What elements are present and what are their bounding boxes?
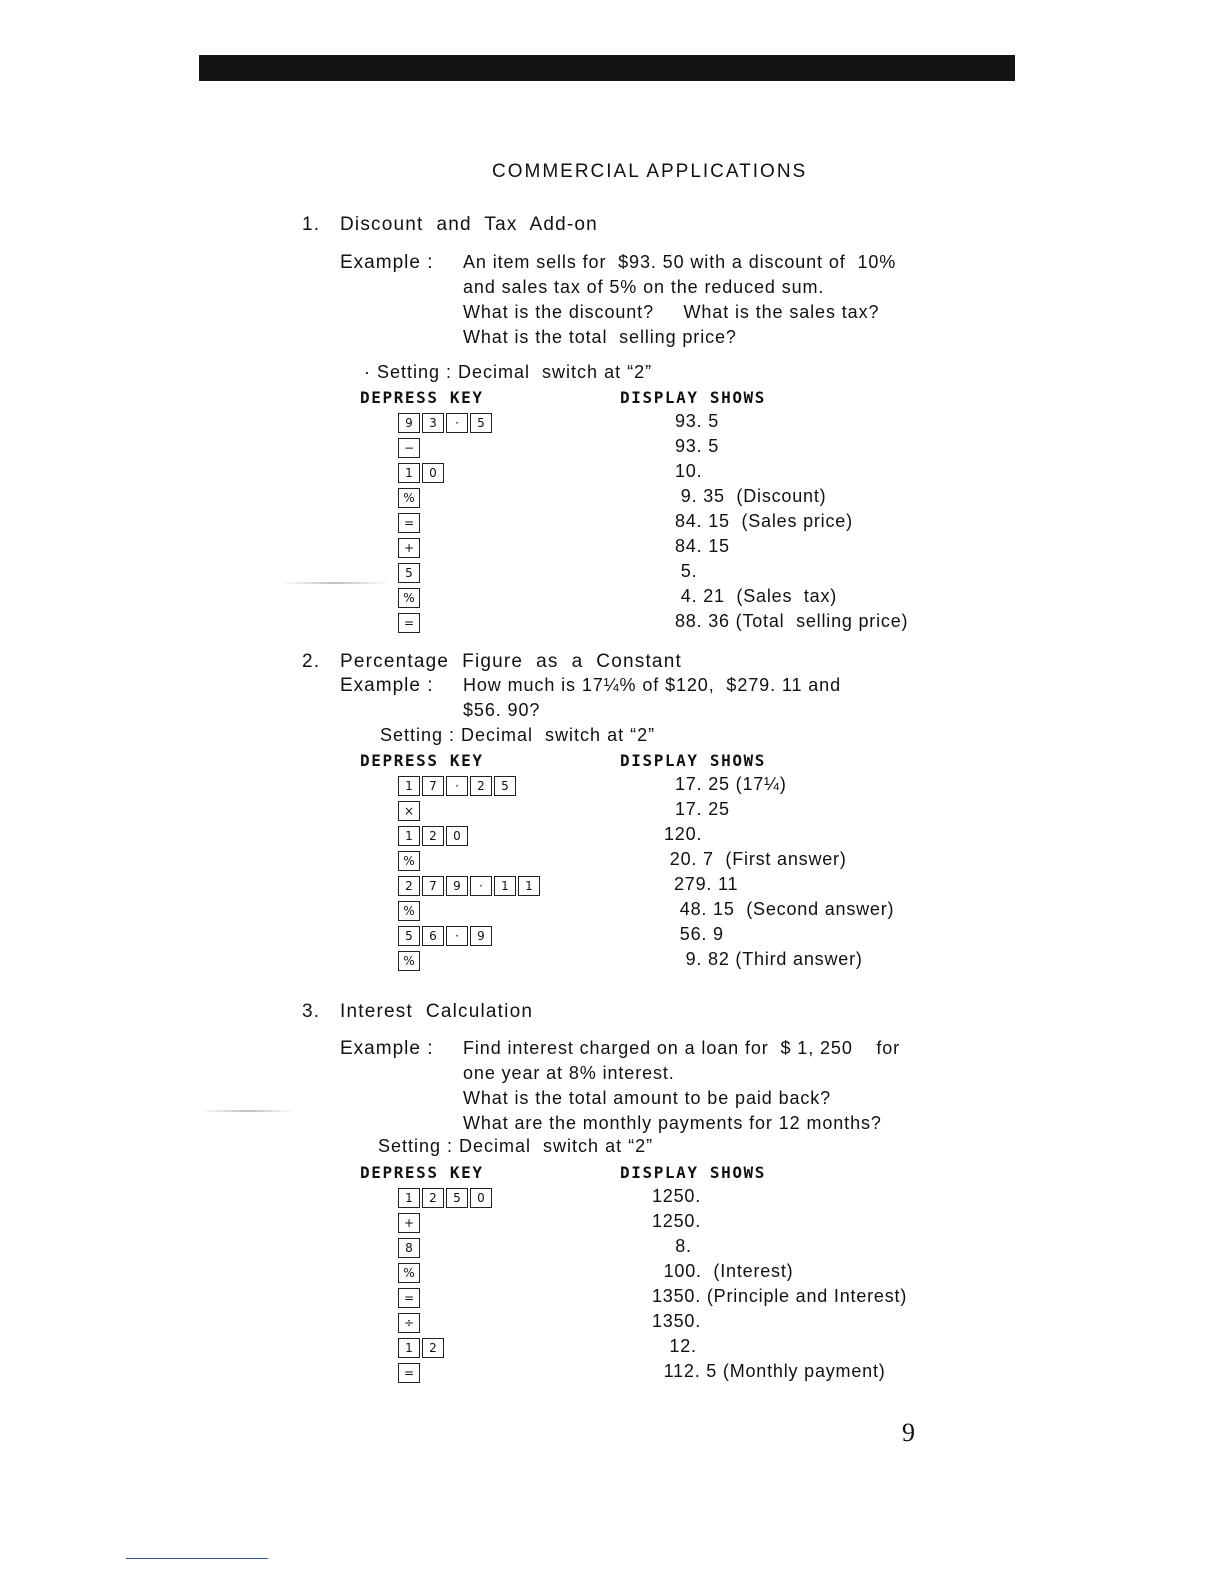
calculator-key: % <box>398 1263 420 1283</box>
table-row <box>0 951 1224 976</box>
calculator-key: 2 <box>422 1188 444 1208</box>
calculator-key: % <box>398 851 420 871</box>
calculator-key: 6 <box>422 926 444 946</box>
table-row <box>0 1188 1224 1213</box>
page-number: 9 <box>902 1418 915 1447</box>
calculator-key: % <box>398 588 420 608</box>
key-sequence <box>398 413 492 433</box>
key-sequence <box>398 488 420 508</box>
setting-note: Setting : Decimal switch at “2” <box>378 1136 654 1156</box>
display-value: 8. <box>652 1236 692 1256</box>
example-text <box>463 250 963 350</box>
display-value: 120. <box>664 824 703 844</box>
example-line: Find interest charged on a loan for $ 1, 250 for <box>463 1038 901 1058</box>
calculator-key: 7 <box>422 876 444 896</box>
calculator-key: 1 <box>398 1338 420 1358</box>
section-title: Discount and Tax Add-on <box>340 214 598 235</box>
key-sequence <box>398 926 492 946</box>
calculator-key: ÷ <box>398 1313 420 1333</box>
calculator-key: 8 <box>398 1238 420 1258</box>
calculator-key: 5 <box>470 413 492 433</box>
display-value: 88. 36 (Total selling price) <box>675 611 909 631</box>
key-sequence <box>398 1363 420 1383</box>
table-row <box>0 1338 1224 1363</box>
calculator-key: 0 <box>422 463 444 483</box>
key-sequence <box>398 563 420 583</box>
example-line: What are the monthly payments for 12 months? <box>463 1113 882 1133</box>
display-value: 1250. <box>652 1186 702 1206</box>
table-row <box>0 1238 1224 1263</box>
calculator-key: 9 <box>398 413 420 433</box>
example-line: and sales tax of 5% on the reduced sum. <box>463 277 825 297</box>
display-value: 1350. (Principle and Interest) <box>652 1286 908 1306</box>
example-line: How much is 17¼% of $120, $279. 11 and <box>463 675 841 695</box>
calculator-key: % <box>398 901 420 921</box>
column-header-display-shows: DISPLAY SHOWS <box>620 1163 767 1182</box>
section-number: 3. <box>302 1001 321 1022</box>
header-bar <box>199 55 1015 81</box>
table-row <box>0 851 1224 876</box>
table-row <box>0 538 1224 563</box>
key-sequence <box>398 776 516 796</box>
display-value: 1350. <box>652 1311 702 1331</box>
section-heading <box>302 214 598 236</box>
table-row <box>0 1288 1224 1313</box>
example-line: An item sells for $93. 50 with a discount of 10% <box>463 252 897 272</box>
key-sequence <box>398 801 420 821</box>
calculator-key: 9 <box>446 876 468 896</box>
example-line: one year at 8% interest. <box>463 1063 675 1083</box>
table-row <box>0 563 1224 588</box>
key-sequence <box>398 513 420 533</box>
calculator-key: 9 <box>470 926 492 946</box>
scan-smudge <box>280 582 390 584</box>
section-number: 2. <box>302 651 321 672</box>
key-sequence <box>398 876 540 896</box>
display-value: 112. 5 (Monthly payment) <box>652 1361 886 1381</box>
calculator-key: · <box>470 876 492 896</box>
column-header-depress-key: DEPRESS KEY <box>360 1163 484 1182</box>
setting-note: Setting : Decimal switch at “2” <box>380 725 656 745</box>
calculator-key: % <box>398 488 420 508</box>
table-row <box>0 901 1224 926</box>
table-row <box>0 1213 1224 1238</box>
section-title: Interest Calculation <box>340 1001 534 1022</box>
calculator-key: 1 <box>518 876 540 896</box>
key-sequence <box>398 463 444 483</box>
key-sequence <box>398 901 420 921</box>
key-sequence <box>398 851 420 871</box>
calculator-key: = <box>398 513 420 533</box>
table-row <box>0 826 1224 851</box>
key-sequence <box>398 1213 420 1233</box>
calculator-key: 7 <box>422 776 444 796</box>
key-sequence <box>398 1188 492 1208</box>
display-value: 93. 5 <box>675 411 720 431</box>
section-heading <box>302 1001 533 1023</box>
calculator-key: 5 <box>494 776 516 796</box>
calculator-key: % <box>398 951 420 971</box>
footer-line <box>126 1558 268 1559</box>
calculator-key: 0 <box>446 826 468 846</box>
display-value: 4. 21 (Sales tax) <box>675 586 838 606</box>
key-sequence <box>398 538 420 558</box>
calculator-key: 5 <box>398 926 420 946</box>
example-line: What is the total selling price? <box>463 327 737 347</box>
calculator-key: 2 <box>422 826 444 846</box>
display-value: 84. 15 <box>675 536 730 556</box>
calculator-key: · <box>446 776 468 796</box>
key-sequence <box>398 613 420 633</box>
calculator-key: 1 <box>398 463 420 483</box>
calculator-key: 5 <box>398 563 420 583</box>
calculator-key: + <box>398 1213 420 1233</box>
calculator-key: + <box>398 538 420 558</box>
calculator-key: 2 <box>422 1338 444 1358</box>
display-value: 100. (Interest) <box>652 1261 794 1281</box>
example-line: What is the total amount to be paid back? <box>463 1088 832 1108</box>
column-header-display-shows: DISPLAY SHOWS <box>620 751 767 770</box>
column-header-depress-key: DEPRESS KEY <box>360 388 484 407</box>
calculator-key: 1 <box>494 876 516 896</box>
display-value: 9. 35 (Discount) <box>675 486 827 506</box>
display-value: 93. 5 <box>675 436 720 456</box>
calculator-key: · <box>446 413 468 433</box>
table-row <box>0 926 1224 951</box>
calculator-key: 1 <box>398 1188 420 1208</box>
section-title: Percentage Figure as a Constant <box>340 651 682 672</box>
key-sequence <box>398 1263 420 1283</box>
calculator-key: − <box>398 438 420 458</box>
key-sequence <box>398 1288 420 1308</box>
table-row <box>0 463 1224 488</box>
display-value: 20. 7 (First answer) <box>664 849 847 869</box>
table-row <box>0 1363 1224 1388</box>
calculator-key: 2 <box>398 876 420 896</box>
example-label: Example : <box>340 675 434 696</box>
calculator-key: 1 <box>398 826 420 846</box>
key-sequence <box>398 826 468 846</box>
table-row <box>0 1313 1224 1338</box>
table-row <box>0 488 1224 513</box>
example-line: What is the discount? What is the sales tax? <box>463 302 880 322</box>
example-text <box>463 1036 963 1136</box>
display-value: 12. <box>652 1336 697 1356</box>
calculator-key: · <box>446 926 468 946</box>
key-sequence <box>398 1238 420 1258</box>
display-value: 10. <box>675 461 703 481</box>
column-header-depress-key: DEPRESS KEY <box>360 751 484 770</box>
key-sequence <box>398 438 420 458</box>
setting-note: · Setting : Decimal switch at “2” <box>364 362 653 382</box>
display-value: 84. 15 (Sales price) <box>675 511 853 531</box>
calculator-key: = <box>398 613 420 633</box>
example-label: Example : <box>340 1038 434 1059</box>
calculator-key: = <box>398 1288 420 1308</box>
scan-smudge <box>200 1110 295 1112</box>
column-header-display-shows: DISPLAY SHOWS <box>620 388 767 407</box>
table-row <box>0 801 1224 826</box>
key-sequence <box>398 951 420 971</box>
section-number: 1. <box>302 214 321 235</box>
key-sequence <box>398 588 420 608</box>
table-row <box>0 613 1224 638</box>
display-value: 9. 82 (Third answer) <box>674 949 863 969</box>
table-row <box>0 438 1224 463</box>
calculator-key: 2 <box>470 776 492 796</box>
calculator-key: 5 <box>446 1188 468 1208</box>
table-row <box>0 513 1224 538</box>
page-title: COMMERCIAL APPLICATIONS <box>492 161 808 182</box>
table-row <box>0 1263 1224 1288</box>
key-sequence <box>398 1338 444 1358</box>
calculator-key: × <box>398 801 420 821</box>
table-row <box>0 413 1224 438</box>
table-row <box>0 876 1224 901</box>
display-value: 48. 15 (Second answer) <box>674 899 895 919</box>
key-sequence <box>398 1313 420 1333</box>
example-text <box>463 673 963 723</box>
calculator-key: 3 <box>422 413 444 433</box>
section-heading <box>302 651 682 673</box>
calculator-key: 1 <box>398 776 420 796</box>
display-value: 56. 9 <box>674 924 724 944</box>
example-label: Example : <box>340 252 434 273</box>
display-value: 5. <box>675 561 698 581</box>
calculator-key: = <box>398 1363 420 1383</box>
display-value: 17. 25 (17¼) <box>675 774 787 794</box>
table-row <box>0 588 1224 613</box>
display-value: 1250. <box>652 1211 702 1231</box>
calculator-key: 0 <box>470 1188 492 1208</box>
table-row <box>0 776 1224 801</box>
display-value: 17. 25 <box>675 799 730 819</box>
display-value: 279. 11 <box>674 874 739 894</box>
example-line: $56. 90? <box>463 700 541 720</box>
